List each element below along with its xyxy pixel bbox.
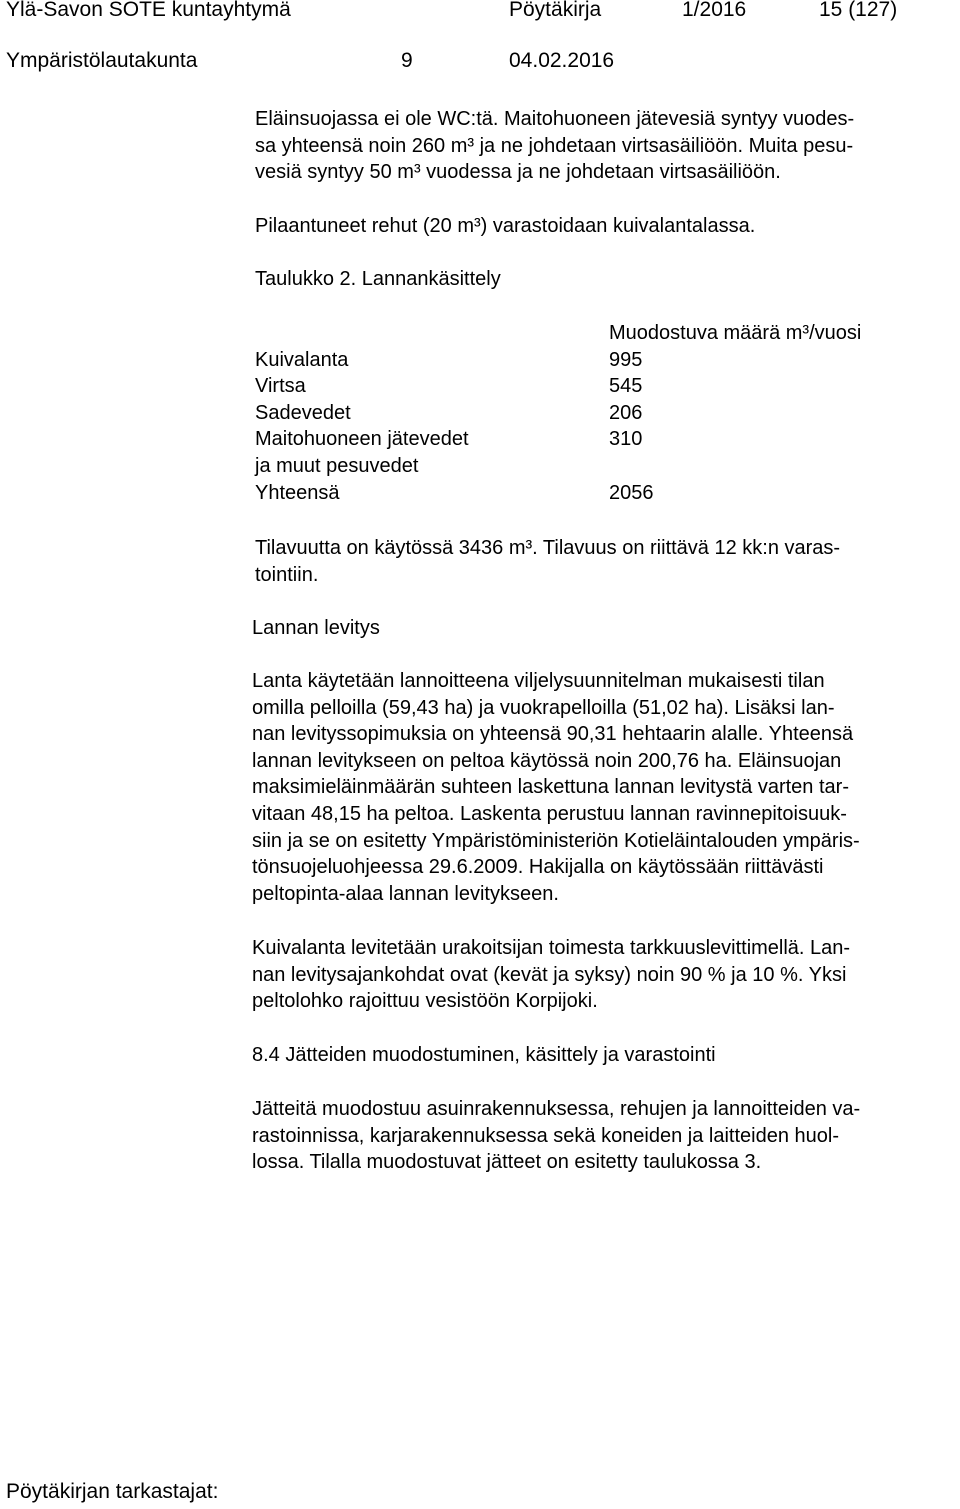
text-line: Kuivalanta levitetään urakoitsijan toimesta tarkkuuslevittimellä. Lan- (252, 937, 851, 959)
page-reference: 15 (127) (819, 0, 898, 21)
text-line: vitaan 48,15 ha peltoa. Laskenta perustuu lannan ravinnepitoisuuk- (252, 802, 847, 825)
document-type: Pöytäkirja (509, 0, 602, 21)
section-heading: 8.4 Jätteiden muodostuminen, käsittely ja varastointi (252, 1044, 716, 1066)
text-line: nan levityssopimuksia on yhteensä 90,31 hehtaarin alalle. Yhteensä (252, 723, 854, 746)
capacity-paragraph (255, 535, 840, 588)
section-heading: Lannan levitys (252, 617, 380, 639)
text-line: peltolohko rajoittuu vesistöön Korpijoki. (252, 990, 598, 1013)
text-line: tönsuojeluohjeessa 29.6.2009. Hakijalla on käytössään riittävästi (252, 856, 824, 879)
table-cell-label: Maitohuoneen jätevedet (255, 428, 469, 451)
text-line: Tilavuutta on käytössä 3436 m³. Tilavuus on riittävä 12 kk:n varas- (255, 537, 841, 559)
table-cell-value: 995 (609, 348, 643, 371)
section-number: 9 (401, 49, 413, 72)
table-cell-value: 545 (609, 375, 643, 398)
table-cell-value: 310 (609, 428, 643, 451)
text-line: nan levitysajankohdat ovat (kevät ja syksy) noin 90 % ja 10 %. Yksi (252, 963, 847, 986)
feed-paragraph: Pilaantuneet rehut (20 m³) varastoidaan kuivalantalassa. (255, 215, 756, 237)
table-cell-label: Yhteensä (255, 481, 340, 504)
meeting-date: 04.02.2016 (509, 49, 615, 72)
organization-name: Ylä-Savon SOTE kuntayhtymä (6, 0, 291, 21)
committee-name: Ympäristölautakunta (6, 49, 198, 72)
text-line: tointiin. (255, 563, 319, 586)
table-cell-label: Sadevedet (255, 401, 351, 424)
text-line: maksimieläinmäärän suhteen laskettuna lannan levitystä varten tar- (252, 776, 849, 799)
text-line: Lanta käytetään lannoitteena viljelysuunnitelman mukaisesti tilan (252, 670, 825, 692)
table-cell-label: ja muut pesuvedet (255, 454, 419, 477)
intro-paragraph (255, 106, 854, 186)
table-column-header: Muodostuva määrä m³/vuosi (609, 322, 862, 344)
spreading-paragraph (252, 668, 860, 907)
reviewers-label: Pöytäkirjan tarkastajat: (6, 1480, 219, 1503)
table-cell-label: Virtsa (255, 375, 306, 398)
document-number: 1/2016 (682, 0, 747, 21)
text-line: sa yhteensä noin 260 m³ ja ne johdetaan virtsasäiliöön. Muita pesu- (255, 134, 854, 157)
text-line: Jätteitä muodostuu asuinrakennuksessa, rehujen ja lannoitteiden va- (252, 1098, 861, 1120)
text-line: rastoinnissa, karjarakennuksessa sekä koneiden ja laitteiden huol- (252, 1124, 840, 1147)
table-cell-label: Kuivalanta (255, 348, 349, 371)
text-line: lannan levitykseen on peltoa käytössä noin 200,76 ha. Eläinsuojan (252, 749, 842, 772)
table-caption: Taulukko 2. Lannankäsittely (255, 268, 501, 290)
text-line: peltopinta-alaa lannan levitykseen. (252, 882, 559, 905)
table-cell-value: 2056 (609, 481, 654, 504)
text-line: siin ja se on esitetty Ympäristöministeriön Kotieläintalouden ympäris- (252, 829, 860, 852)
text-line: Eläinsuojassa ei ole WC:tä. Maitohuoneen jätevesiä syntyy vuodes- (255, 108, 855, 130)
text-line: omilla pelloilla (59,43 ha) ja vuokrapelloilla (51,02 ha). Lisäksi lan- (252, 696, 835, 719)
text-line: vesiä syntyy 50 m³ vuodessa ja ne johdetaan virtsasäiliöön. (255, 161, 781, 184)
table-cell-value: 206 (609, 401, 643, 424)
contractor-paragraph (252, 935, 850, 1015)
waste-paragraph (252, 1096, 860, 1176)
text-line: lossa. Tilalla muodostuvat jätteet on esitetty taulukossa 3. (252, 1151, 762, 1174)
